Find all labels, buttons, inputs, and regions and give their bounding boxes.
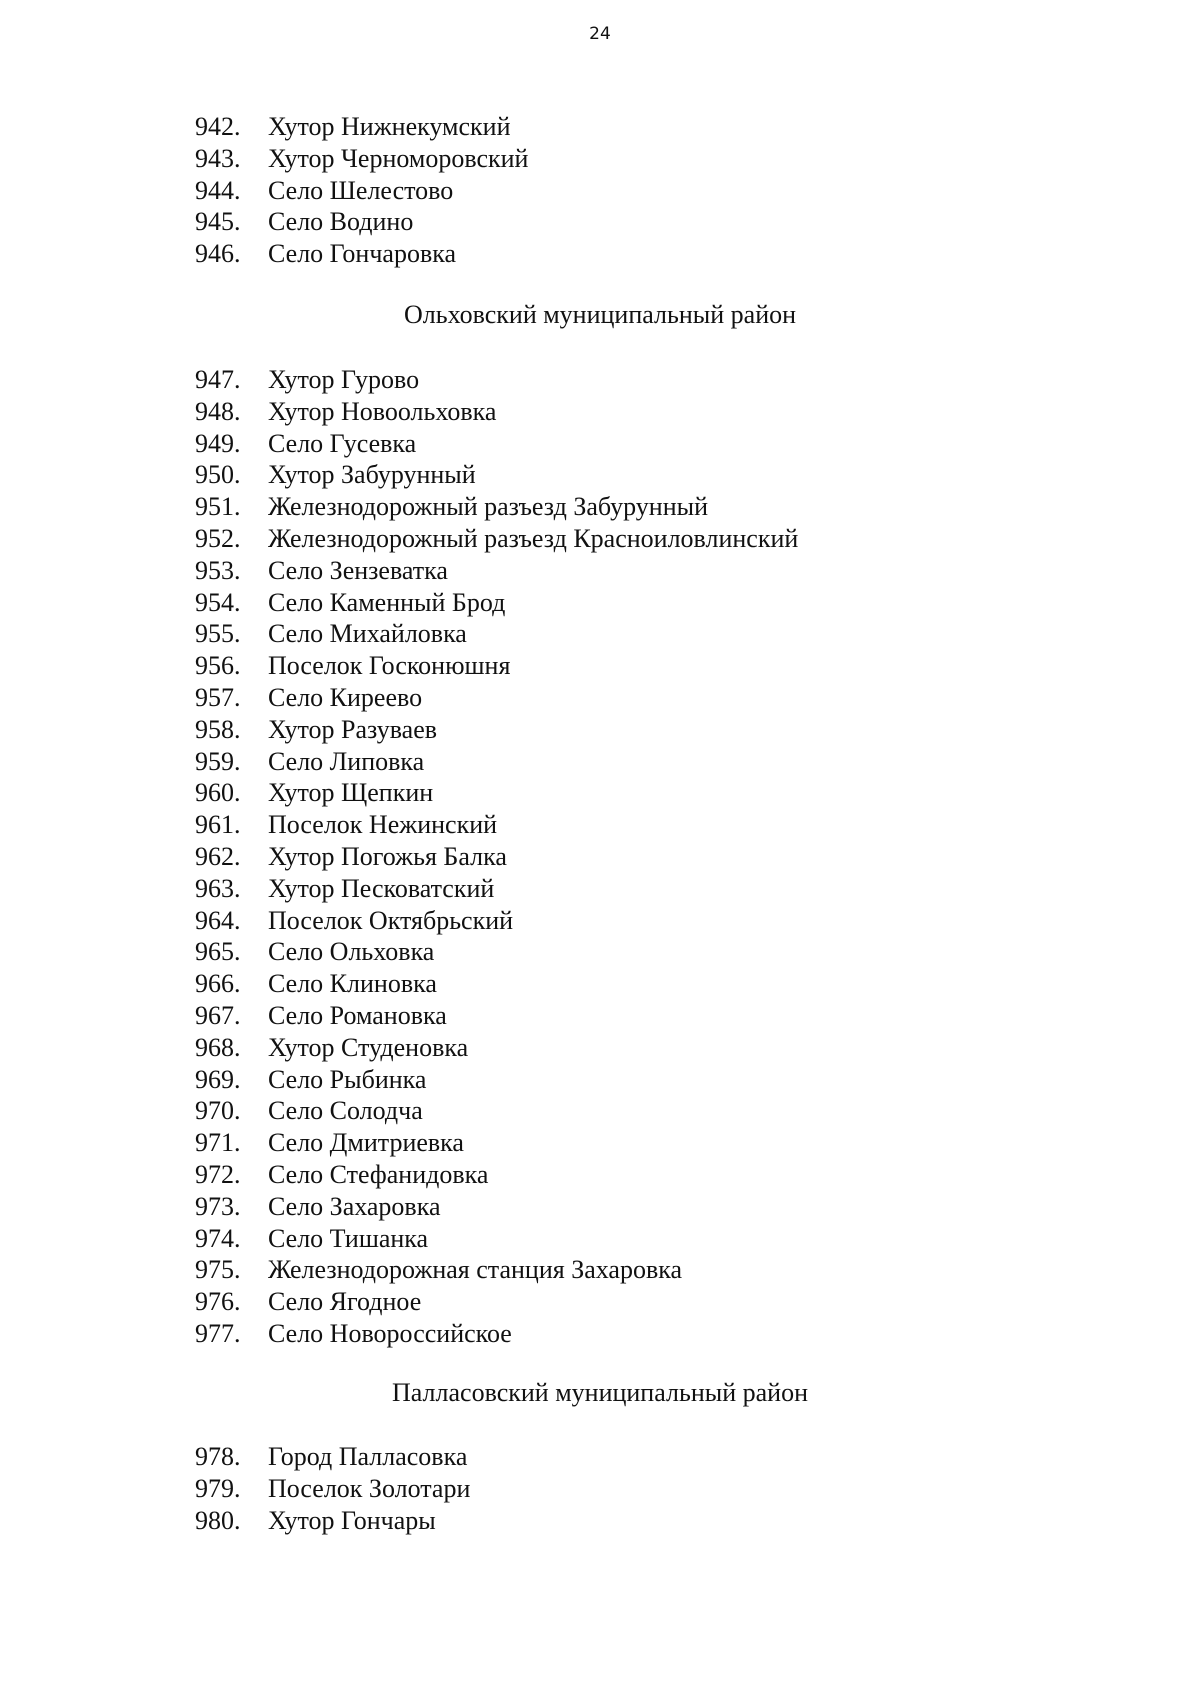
item-number: 963. [195, 873, 241, 903]
item-number: 959. [195, 746, 241, 776]
item-name: Поселок Нежинский [268, 810, 498, 840]
list-item [0, 968, 1200, 1000]
list-item [0, 809, 1200, 841]
item-name: Хутор Разуваев [268, 714, 438, 744]
list-item [0, 682, 1200, 714]
item-name: Село Дмитриевка [268, 1128, 464, 1158]
item-number: 945. [195, 207, 241, 237]
item-number: 975. [195, 1255, 241, 1285]
item-number: 965. [195, 937, 241, 967]
item-number: 968. [195, 1032, 241, 1062]
item-number: 971. [195, 1128, 241, 1158]
item-number: 964. [195, 905, 241, 935]
list-item [0, 1064, 1200, 1096]
item-number: 951. [195, 492, 241, 522]
item-name: Село Рыбинка [268, 1064, 427, 1094]
item-number: 978. [195, 1442, 241, 1471]
list-item [0, 523, 1200, 555]
item-number: 969. [195, 1064, 241, 1094]
item-name: Село Зензеватка [268, 555, 448, 585]
item-name: Село Михайловка [268, 619, 467, 649]
item-number: 942. [195, 112, 241, 141]
item-name: Город Палласовка [268, 1442, 468, 1471]
item-name: Железнодорожный разъезд Забурунный [268, 492, 708, 522]
item-name: Село Новороссийское [268, 1318, 512, 1348]
item-name: Село Липовка [268, 746, 425, 776]
item-number: 967. [195, 1000, 241, 1030]
item-name: Село Захаровка [268, 1191, 441, 1221]
item-name: Хутор Гурово [268, 365, 420, 394]
item-number: 956. [195, 651, 241, 681]
list-item [0, 396, 1200, 428]
list-item [0, 175, 1200, 207]
item-number: 944. [195, 175, 241, 205]
list-item [0, 936, 1200, 968]
item-number: 961. [195, 810, 241, 840]
list-item [0, 1223, 1200, 1255]
item-name: Село Шелестово [268, 175, 454, 205]
item-name: Село Тишанка [268, 1223, 429, 1253]
item-name: Село Киреево [268, 682, 423, 712]
list-item [0, 1318, 1200, 1350]
item-name: Поселок Октябрьский [268, 905, 514, 935]
item-number: 954. [195, 587, 241, 617]
section-heading: Ольховский муниципальный район [403, 300, 797, 329]
list-item [0, 841, 1200, 873]
item-name: Село Солодча [268, 1096, 423, 1126]
item-number: 973. [195, 1191, 241, 1221]
list-item [0, 143, 1200, 175]
item-number: 957. [195, 682, 241, 712]
item-name: Село Гончаровка [268, 239, 457, 269]
item-number: 949. [195, 428, 241, 458]
list-item [0, 746, 1200, 778]
item-name: Село Ольховка [268, 937, 435, 967]
list-item [0, 459, 1200, 491]
item-number: 958. [195, 714, 241, 744]
item-name: Поселок Золотари [268, 1473, 471, 1503]
list-item [0, 1032, 1200, 1064]
item-number: 953. [195, 555, 241, 585]
list-item [0, 111, 1200, 143]
item-number: 977. [195, 1318, 241, 1348]
item-name: Село Романовка [268, 1000, 447, 1030]
list-item [0, 1505, 1200, 1537]
list-item [0, 1127, 1200, 1159]
list-item [0, 1473, 1200, 1505]
settlement-list [0, 364, 1200, 1350]
section-heading: Палласовский муниципальный район [392, 1378, 808, 1407]
item-number: 947. [195, 365, 241, 394]
item-number: 946. [195, 239, 241, 269]
item-number: 962. [195, 841, 241, 871]
item-name: Село Каменный Брод [268, 587, 506, 617]
list-item [0, 714, 1200, 746]
item-number: 948. [195, 396, 241, 426]
item-name: Хутор Песковатский [268, 873, 495, 903]
item-name: Село Стефанидовка [268, 1159, 489, 1189]
item-name: Хутор Погожья Балка [268, 841, 507, 871]
item-name: Поселок Госконюшня [268, 651, 511, 681]
item-name: Село Водино [268, 207, 414, 237]
list-item [0, 238, 1200, 270]
item-number: 943. [195, 143, 241, 173]
item-number: 974. [195, 1223, 241, 1253]
item-name: Железнодорожный разъезд Красноиловлинский [268, 523, 799, 553]
settlement-list [0, 111, 1200, 270]
list-item [0, 491, 1200, 523]
list-item [0, 1159, 1200, 1191]
list-item [0, 1191, 1200, 1223]
item-name: Хутор Щепкин [268, 778, 434, 808]
item-name: Хутор Новоольховка [268, 396, 497, 426]
list-item [0, 206, 1200, 238]
list-item [0, 1441, 1200, 1473]
item-name: Хутор Студеновка [268, 1032, 469, 1062]
list-item [0, 364, 1200, 396]
item-name: Железнодорожная станция Захаровка [268, 1255, 683, 1285]
page-number: 24 [589, 24, 611, 44]
item-number: 980. [195, 1505, 241, 1535]
item-name: Хутор Нижнекумский [268, 112, 511, 141]
list-item [0, 905, 1200, 937]
item-number: 970. [195, 1096, 241, 1126]
list-item [0, 650, 1200, 682]
settlement-list [0, 1441, 1200, 1536]
item-name: Хутор Забурунный [268, 460, 476, 490]
list-item [0, 1254, 1200, 1286]
list-item [0, 777, 1200, 809]
item-number: 979. [195, 1473, 241, 1503]
list-item [0, 1095, 1200, 1127]
item-number: 966. [195, 969, 241, 999]
item-number: 972. [195, 1159, 241, 1189]
item-name: Хутор Гончары [268, 1505, 436, 1535]
item-name: Село Клиновка [268, 969, 437, 999]
list-item [0, 1000, 1200, 1032]
item-number: 955. [195, 619, 241, 649]
item-number: 976. [195, 1287, 241, 1317]
list-item [0, 428, 1200, 460]
item-number: 960. [195, 778, 241, 808]
item-number: 952. [195, 523, 241, 553]
item-name: Село Ягодное [268, 1287, 422, 1317]
item-number: 950. [195, 460, 241, 490]
item-name: Хутор Черноморовский [268, 143, 529, 173]
list-item [0, 587, 1200, 619]
item-name: Село Гусевка [268, 428, 417, 458]
list-item [0, 1286, 1200, 1318]
list-item [0, 555, 1200, 587]
list-item [0, 873, 1200, 905]
list-item [0, 618, 1200, 650]
